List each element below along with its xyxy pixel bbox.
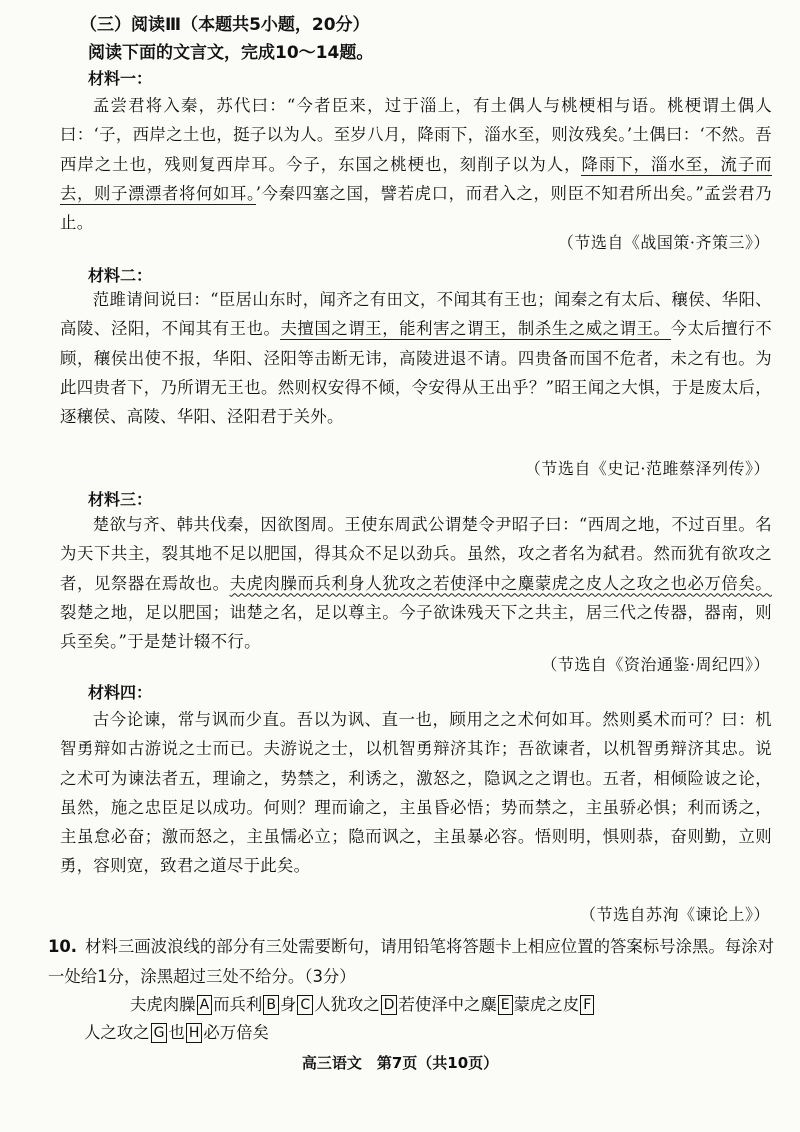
material-2-source: （节选自《史记·范雎蔡泽列传》） [524,459,770,478]
material-4-source: （节选自苏洵《谏论上》） [579,905,770,924]
break-option-b[interactable]: B [263,995,279,1015]
material-2-underlined: 夫擅国之谓王，能利害之谓王，制杀生之威之谓王。 [280,319,671,339]
segment-6: 蒙虎之皮 [513,995,580,1014]
material-2-part-1: 范雎请间说曰：“臣居山东时，闻齐之有田文，不闻其有王也；闻秦之有太后、穰侯、华阳、高陵、泾阳，不闻其有王也。 [60,290,772,339]
break-option-e[interactable]: E [498,995,513,1015]
question-10-text: 材料三画波浪线的部分有三处需要断句，请用铅笔将答题卡上相应位置的答案标号涂黑。每涂对一处给1分，涂黑超过三处不给分。（3分） [48,937,774,986]
break-option-g[interactable]: G [151,1023,168,1043]
material-2-title: 材料二： [88,266,153,285]
segment-1: 夫虎肉臊 [130,995,196,1014]
segment-9: 必万倍矣 [203,1023,269,1042]
material-1-source: （节选自《战国策·齐策三》） [557,233,770,252]
material-3-part-1: 楚欲与齐、韩共伐秦，因欲图周。王使东周武公谓楚令尹昭子曰：“西周之地，不过百里。名为天下共主，裂其地不足以肥国，得其众不足以劲兵。虽然，攻之者名为弑君。然而犹有欲攻之者，见祭器在焉故也。 [60,515,772,593]
question-10-sentence-line-1 [130,990,800,1020]
material-1-part-3: ’今秦四塞之国，譬若虎口，而君入之，则臣不知君所出矣。”孟尝君乃止。 [60,183,772,233]
question-10-sentence-line-2 [84,1018,774,1048]
segment-7: 人之攻之 [84,1023,150,1042]
material-1-part-1: 孟尝君将入秦，苏代曰：“今者臣来，过于淄上，有土偶人与桃梗相与语。桃梗谓土偶人曰：‘子，西岸之土也，挺子以为人。至岁八月，降雨下，淄水至，则汝残矣。’土偶曰：‘不然。吾西岸之土也，残则复西岸耳。今子，东国之桃梗也，刻削子以为人， [60,96,772,174]
segment-2: 而兵利 [213,995,263,1014]
material-1-text [60,91,772,237]
segment-8: 也 [168,1023,185,1042]
break-option-c[interactable]: C [297,995,313,1015]
section-title: （三）阅读Ⅲ（本题共5小题，20分） [80,15,370,35]
question-10-number: 10. [48,937,78,956]
segment-5: 若使泽中之麋 [398,995,497,1014]
page-footer: 高三语文 第7页（共10页） [301,1054,499,1072]
segment-3: 身 [279,995,297,1014]
material-3-wavy: 夫虎肉臊而兵利身人犹攻之若使泽中之麋蒙虎之皮人之攻之也必万倍矣。 [229,573,772,593]
segment-4: 人犹攻之 [314,995,380,1014]
material-4-title: 材料四： [88,683,153,702]
material-4-part-1: 古今论谏，常与讽而少直。吾以为讽、直一也，顾用之之术何如耳。然则奚术而可？曰：机智勇辩如古游说之士而已。夫游说之士，以机智勇辩济其诈；吾欲谏者，以机智勇辩济其忠。说之术可为谏法者五，理谕之，势禁之，利诱之，激怒之，隐讽之之谓也。五者，相倾险诐之论，虽然，施之忠臣足以成功。何则？理而谕之，主虽昏必悟；势而禁之，主虽骄必惧；利而诱之，主虽怠必奋；激而怒之，主虽懦必立；隐而讽之，主虽暴必容。悟则明，惧则恭，奋则勤，立则勇，容则宽，致君之道尽于此矣。 [60,710,772,876]
material-3-source: （节选自《资治通鉴·周纪四》） [541,655,770,674]
reading-instruction: 阅读下面的文言文，完成10～14题。 [88,43,374,63]
material-1-title: 材料一： [88,69,153,88]
material-3-text [60,510,772,656]
break-option-a[interactable]: A [197,995,213,1015]
break-option-d[interactable]: D [381,995,398,1015]
material-3-title: 材料三： [88,490,153,509]
material-4-text [60,705,772,881]
question-10 [48,932,774,992]
material-3-part-3: 裂楚之地，足以肥国；诎楚之名，足以尊主。今子欲诛残天下之共主，居三代之传器，器南，则兵至矣。”于是楚计辍不行。 [60,602,772,652]
material-2-part-3: 今太后擅行不顾，穰侯出使不报，华阳、泾阳等击断无讳，高陵进退不请。四贵备而国不危者，未之有也。为此四贵者下，乃所谓无王也。然则权安得不倾，令安得从王出乎？”昭王闻之大惧，于是废太后，逐穰侯、高陵、华阳、泾阳君于关外。 [60,319,772,427]
material-1-underlined: 降雨下，淄水至，流子而去，则子漂漂者将何如耳。 [60,154,772,203]
break-option-f[interactable]: F [580,995,594,1015]
break-option-h[interactable]: H [186,1023,203,1043]
material-2-text [60,285,772,431]
